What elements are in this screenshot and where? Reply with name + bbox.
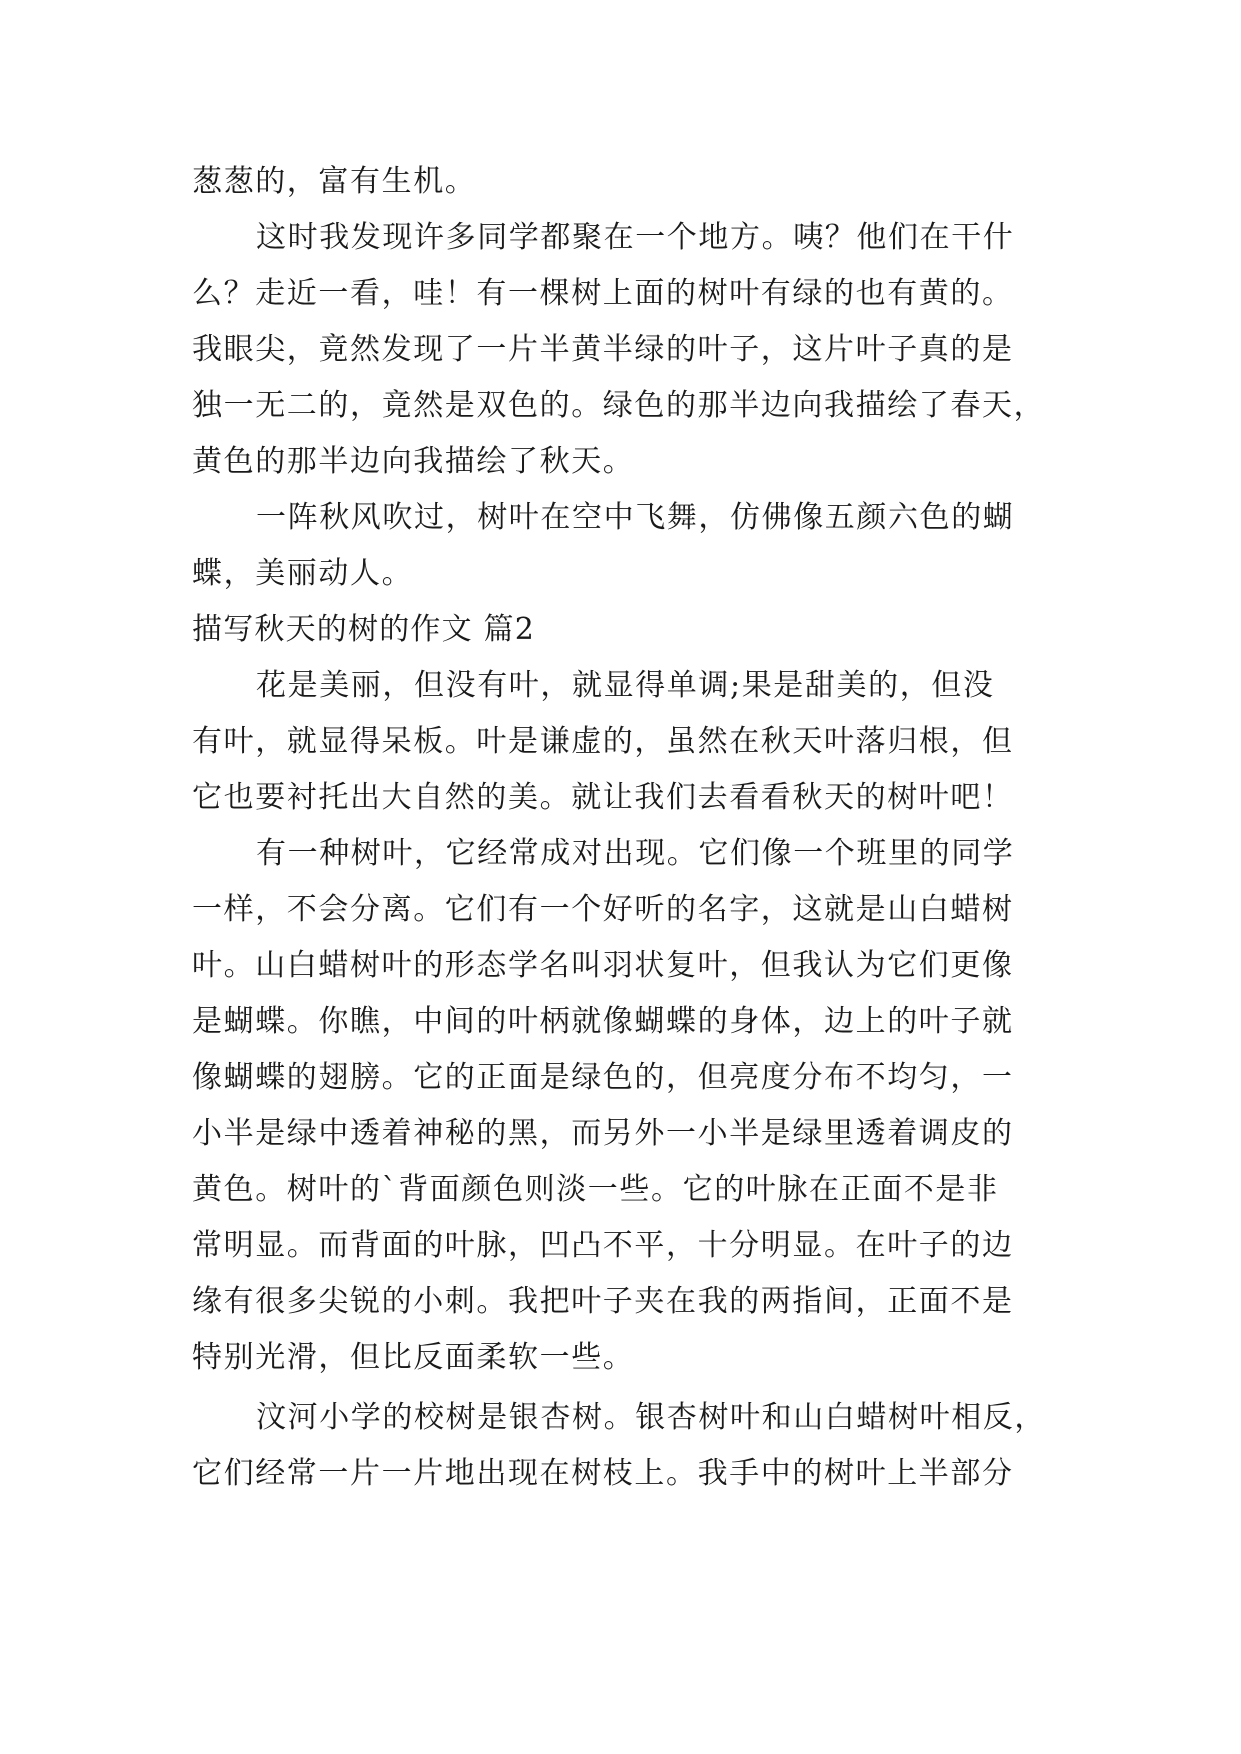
- text-line: 像蝴蝶的翅膀。它的正面是绿色的，但亮度分布不均匀，一: [192, 1060, 1014, 1095]
- text-line: 常明显。而背面的叶脉，凹凸不平，十分明显。在叶子的边: [192, 1228, 1014, 1263]
- text-line: 小半是绿中透着神秘的黑，而另外一小半是绿里透着调皮的: [192, 1116, 1014, 1151]
- text-line: 我眼尖，竟然发现了一片半黄半绿的叶子，这片叶子真的是: [192, 332, 1014, 367]
- section-heading: 描写秋天的树的作文 篇2: [192, 612, 536, 647]
- text-line: 有一种树叶，它经常成对出现。它们像一个班里的同学: [256, 836, 1015, 871]
- text-line: 汶河小学的校树是银杏树。银杏树叶和山白蜡树叶相反，: [256, 1400, 1046, 1435]
- text-line: 叶。山白蜡树叶的形态学名叫羽状复叶，但我认为它们更像: [192, 948, 1014, 983]
- text-line: 这时我发现许多同学都聚在一个地方。咦？他们在干什: [256, 220, 1015, 255]
- text-line: 蝶，美丽动人。: [192, 556, 414, 591]
- text-line: 它们经常一片一片地出现在树枝上。我手中的树叶上半部分: [192, 1456, 1014, 1491]
- text-line: 是蝴蝶。你瞧，中间的叶柄就像蝴蝶的身体，边上的叶子就: [192, 1004, 1014, 1039]
- text-line: 黄色的那半边向我描绘了秋天。: [192, 444, 635, 479]
- text-line: 有叶，就显得呆板。叶是谦虚的，虽然在秋天叶落归根，但: [192, 724, 1014, 759]
- text-line: 缘有很多尖锐的小刺。我把叶子夹在我的两指间，正面不是: [192, 1284, 1014, 1319]
- text-line: 独一无二的，竟然是双色的。绿色的那半边向我描绘了春天，: [192, 388, 1046, 423]
- text-line: 特别光滑，但比反面柔软一些。: [192, 1340, 635, 1375]
- text-line: 花是美丽，但没有叶，就显得单调;果是甜美的，但没: [256, 668, 995, 703]
- text-line: 葱葱的，富有生机。: [192, 164, 477, 199]
- text-line: 黄色。树叶的`背面颜色则淡一些。它的叶脉在正面不是非: [192, 1172, 999, 1207]
- text-line: 它也要衬托出大自然的美。就让我们去看看秋天的树叶吧！: [192, 780, 1014, 815]
- text-line: 么？走近一看，哇！有一棵树上面的树叶有绿的也有黄的。: [192, 276, 1014, 311]
- text-line: 一阵秋风吹过，树叶在空中飞舞，仿佛像五颜六色的蝴: [256, 500, 1015, 535]
- text-line: 一样，不会分离。它们有一个好听的名字，这就是山白蜡树: [192, 892, 1014, 927]
